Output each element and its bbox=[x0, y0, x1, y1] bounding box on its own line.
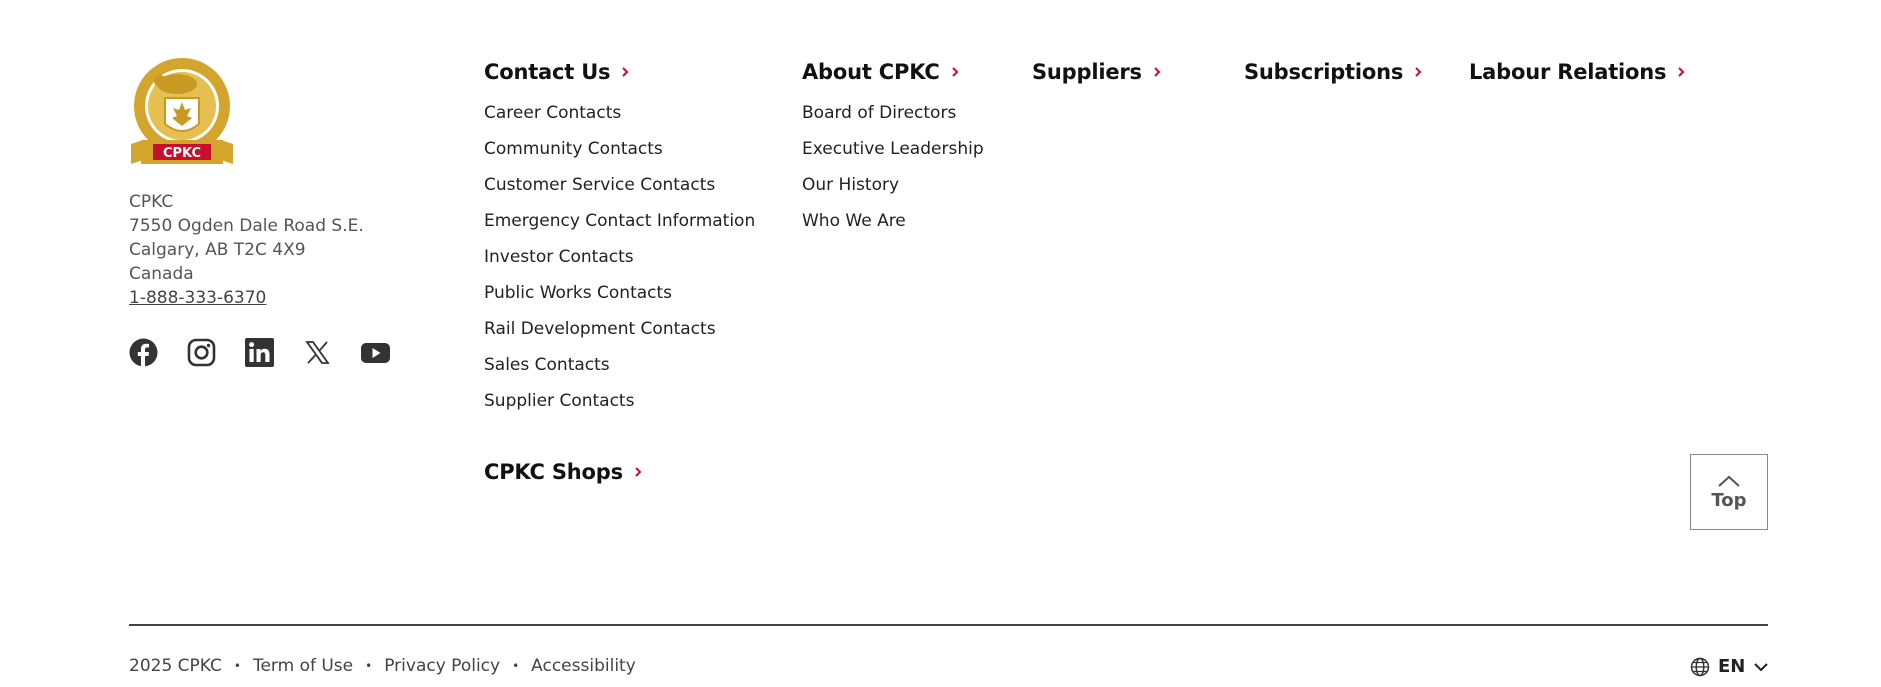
suppliers-heading: Suppliers bbox=[1032, 60, 1142, 84]
about-links-list bbox=[802, 102, 984, 246]
address-street: 7550 Ogden Dale Road S.E. bbox=[129, 216, 364, 236]
linkedin-icon[interactable] bbox=[245, 338, 274, 367]
footer-column-labour bbox=[1469, 58, 1686, 86]
suppliers-link[interactable] bbox=[1032, 58, 1162, 86]
footer-column-about bbox=[802, 58, 984, 246]
footer-column-suppliers bbox=[1032, 58, 1162, 86]
chevron-right-icon bbox=[1413, 66, 1423, 78]
contact-link-investor[interactable]: Investor Contacts bbox=[484, 247, 634, 267]
phone-link[interactable]: 1-888-333-6370 bbox=[129, 288, 267, 308]
accessibility-link[interactable]: Accessibility bbox=[531, 656, 636, 676]
language-selector[interactable] bbox=[1690, 656, 1769, 677]
chevron-right-icon bbox=[1152, 66, 1162, 78]
cpkc-logo[interactable] bbox=[129, 56, 235, 172]
cpkc-shops-link[interactable] bbox=[484, 458, 643, 486]
chevron-right-icon bbox=[950, 66, 960, 78]
contact-link-supplier[interactable]: Supplier Contacts bbox=[484, 391, 635, 411]
chevron-up-icon bbox=[1717, 474, 1741, 488]
address-company: CPKC bbox=[129, 192, 174, 212]
contact-link-career[interactable]: Career Contacts bbox=[484, 103, 622, 123]
chevron-down-icon bbox=[1753, 662, 1769, 672]
contact-link-sales[interactable]: Sales Contacts bbox=[484, 355, 610, 375]
contact-links-list bbox=[484, 102, 755, 426]
contact-link-rail-development[interactable]: Rail Development Contacts bbox=[484, 319, 716, 339]
subscriptions-link[interactable] bbox=[1244, 58, 1423, 86]
social-links bbox=[129, 338, 390, 367]
terms-link[interactable]: Term of Use bbox=[252, 656, 354, 676]
subscriptions-heading: Subscriptions bbox=[1244, 60, 1404, 84]
language-current: EN bbox=[1718, 656, 1746, 677]
contact-link-emergency[interactable]: Emergency Contact Information bbox=[484, 211, 756, 231]
about-cpkc-heading: About CPKC bbox=[802, 60, 940, 84]
about-link-history[interactable]: Our History bbox=[802, 175, 900, 195]
labour-relations-heading: Labour Relations bbox=[1469, 60, 1667, 84]
about-link-who-we-are[interactable]: Who We Are bbox=[802, 211, 906, 231]
footer-divider bbox=[129, 624, 1768, 626]
copyright-text: 2025 CPKC bbox=[129, 656, 222, 676]
footer-column-contact bbox=[484, 58, 755, 426]
separator: • bbox=[365, 659, 373, 673]
contact-link-public-works[interactable]: Public Works Contacts bbox=[484, 283, 673, 303]
address-city: Calgary, AB T2C 4X9 bbox=[129, 240, 306, 260]
separator: • bbox=[233, 659, 241, 673]
about-cpkc-link[interactable] bbox=[802, 58, 984, 86]
about-link-board[interactable]: Board of Directors bbox=[802, 103, 957, 123]
back-to-top-button[interactable] bbox=[1690, 454, 1768, 530]
chevron-right-icon bbox=[620, 66, 630, 78]
contact-us-heading: Contact Us bbox=[484, 60, 611, 84]
footer-column-subscriptions bbox=[1244, 58, 1423, 86]
labour-relations-link[interactable] bbox=[1469, 58, 1686, 86]
contact-link-customer-service[interactable]: Customer Service Contacts bbox=[484, 175, 716, 195]
youtube-icon[interactable] bbox=[361, 338, 390, 367]
company-address bbox=[129, 190, 364, 310]
chevron-right-icon bbox=[633, 466, 643, 478]
chevron-right-icon bbox=[1676, 66, 1686, 78]
separator: • bbox=[512, 659, 520, 673]
about-link-executive[interactable]: Executive Leadership bbox=[802, 139, 984, 159]
facebook-icon[interactable] bbox=[129, 338, 158, 367]
address-country: Canada bbox=[129, 264, 194, 284]
cpkc-shops-heading: CPKC Shops bbox=[484, 460, 623, 484]
privacy-link[interactable]: Privacy Policy bbox=[384, 656, 501, 676]
x-icon[interactable] bbox=[303, 338, 332, 367]
logo-badge-text: CPKC bbox=[162, 146, 202, 161]
legal-bar bbox=[129, 656, 636, 676]
instagram-icon[interactable] bbox=[187, 338, 216, 367]
contact-link-community[interactable]: Community Contacts bbox=[484, 139, 663, 159]
contact-us-link[interactable] bbox=[484, 58, 755, 86]
globe-icon bbox=[1690, 657, 1710, 677]
footer-column-shops bbox=[484, 458, 643, 486]
back-to-top-label: Top bbox=[1711, 489, 1747, 511]
